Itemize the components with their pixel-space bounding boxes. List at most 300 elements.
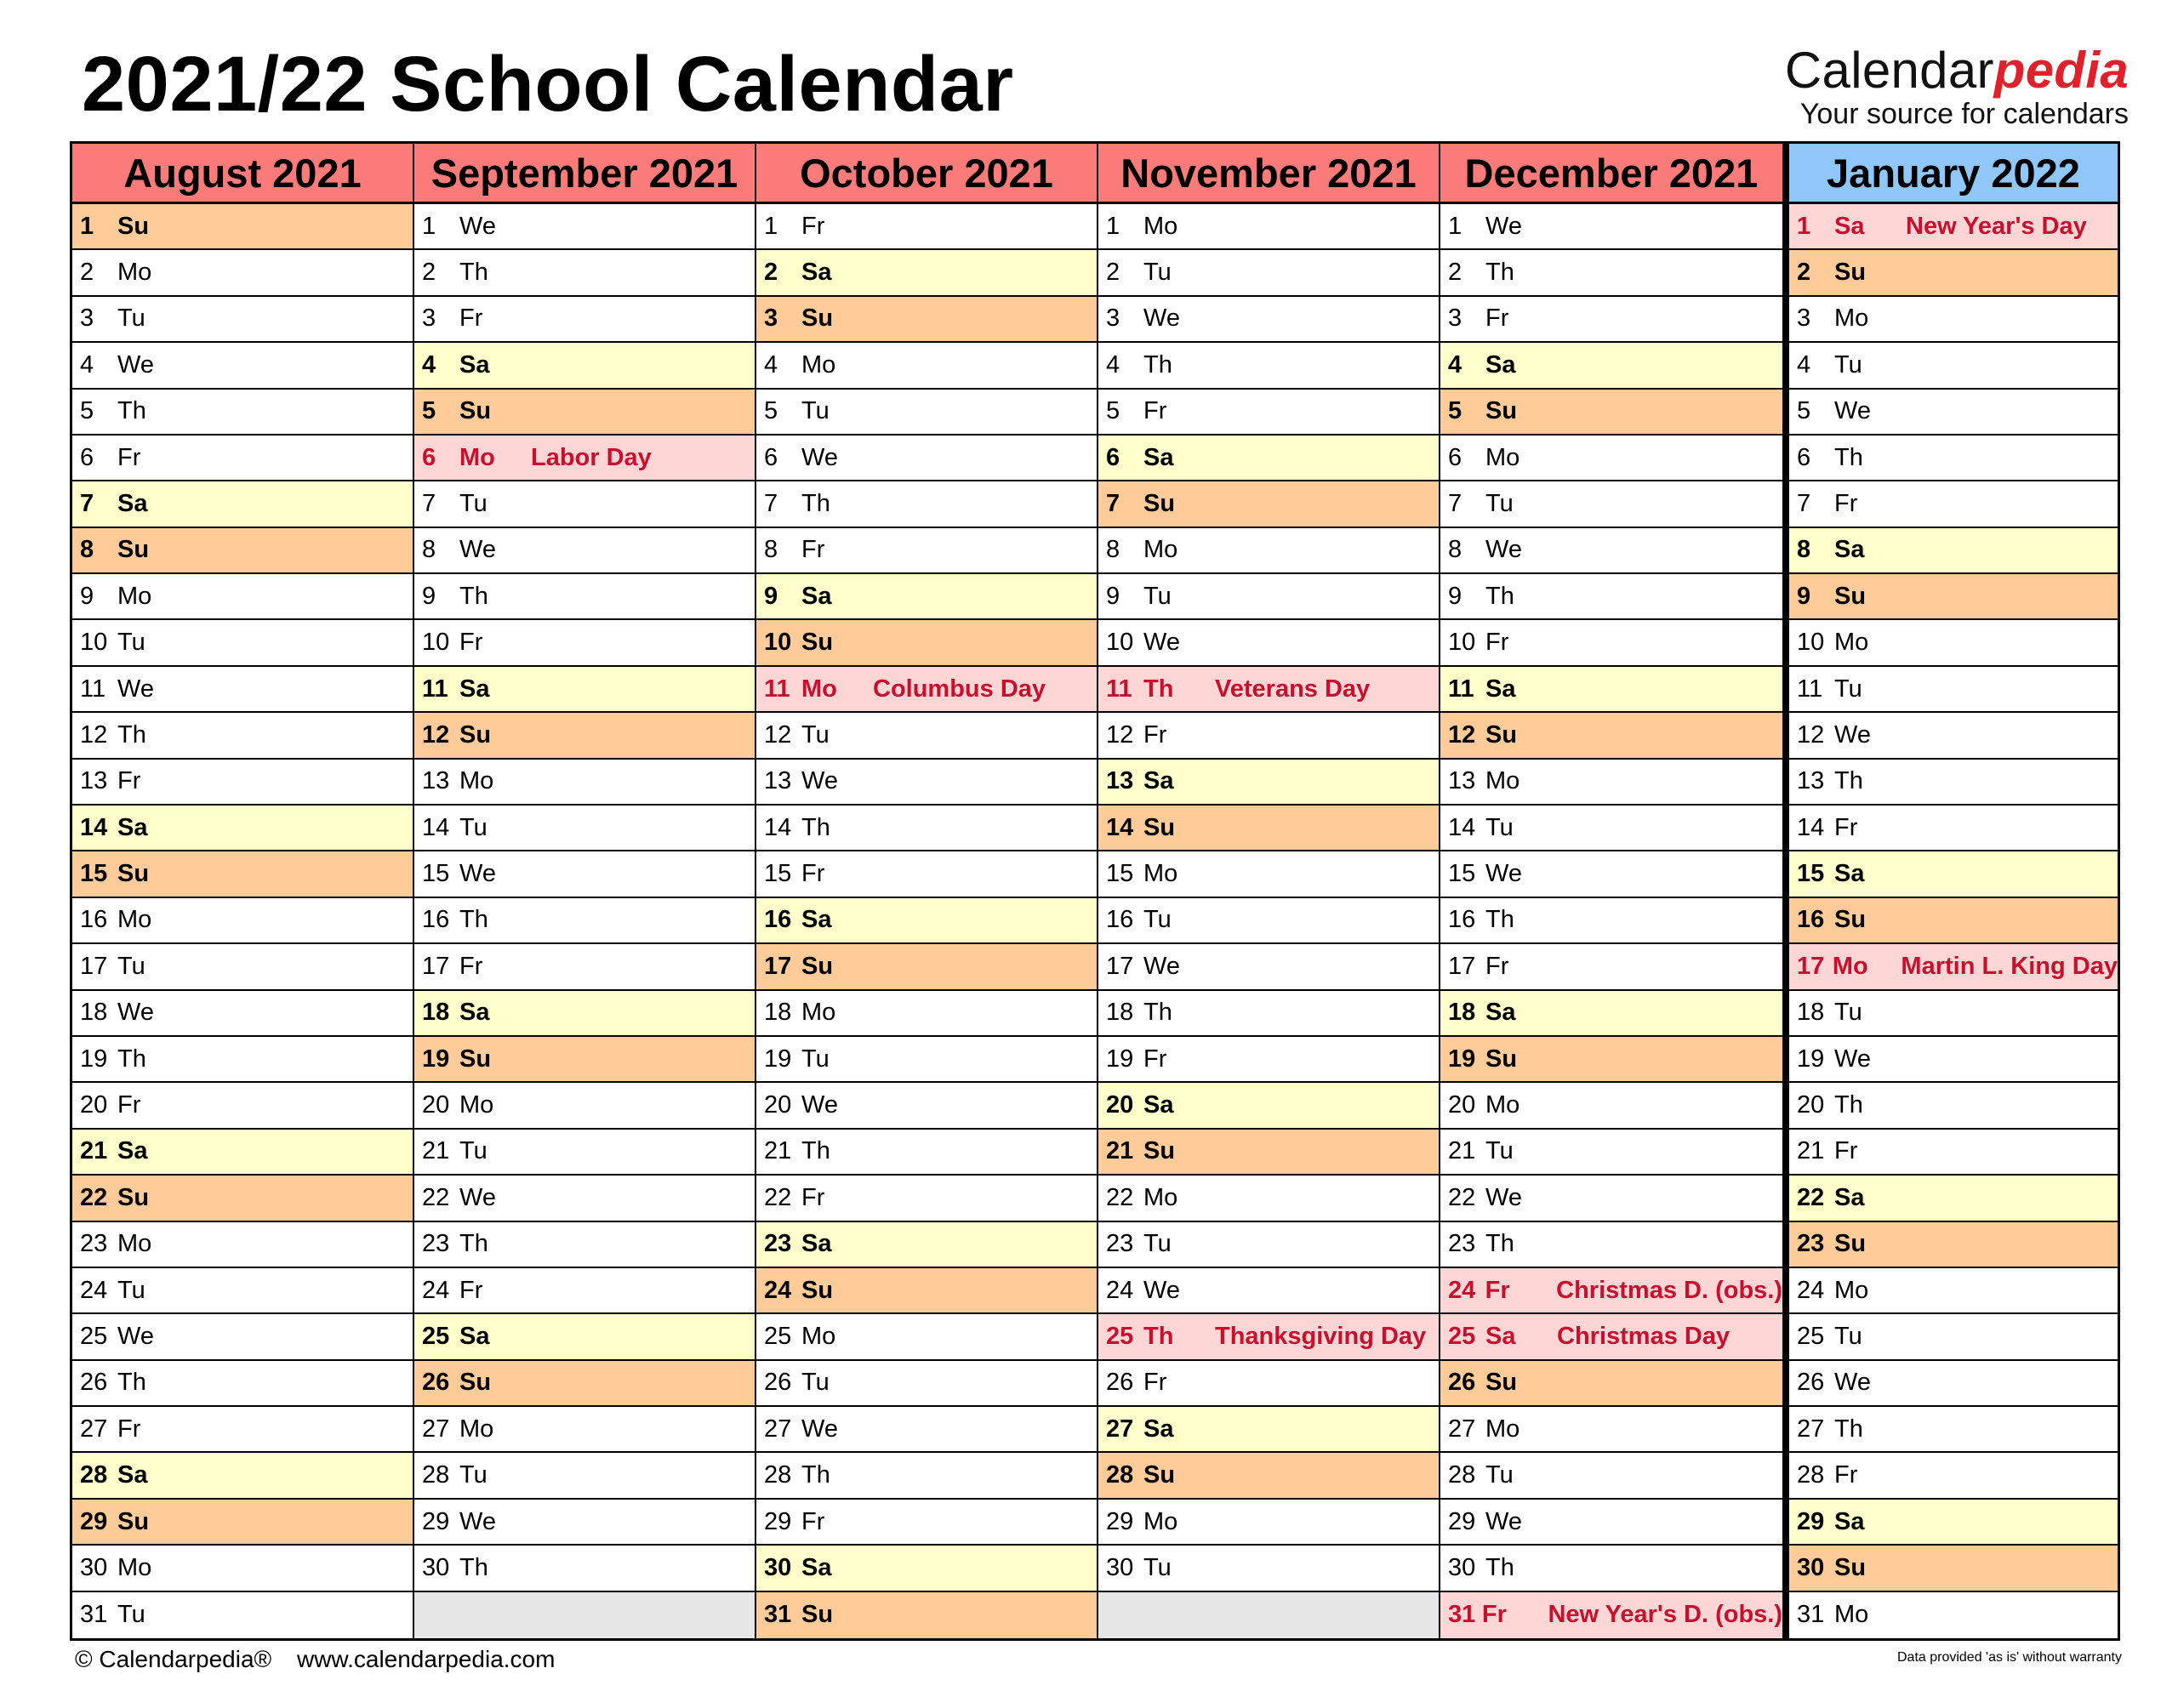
day-cell <box>1098 1361 1440 1407</box>
weekday-abbr: We <box>459 212 496 240</box>
day-number: 30 <box>1448 1553 1476 1581</box>
holiday-day-cell <box>1098 1314 1440 1360</box>
day-number: 4 <box>422 350 436 379</box>
day-cell <box>1784 806 2118 851</box>
weekday-abbr: Fr <box>1485 305 1509 333</box>
weekday-abbr: Sa <box>1834 860 1865 888</box>
day-cell <box>1098 944 1440 990</box>
weekday-abbr: Su <box>801 1601 834 1629</box>
weekday-abbr: We <box>1485 212 1522 240</box>
weekday-abbr: We <box>1143 305 1180 333</box>
weekday-abbr: Mo <box>1143 1183 1178 1211</box>
day-cell <box>1440 297 1784 343</box>
holiday-day-cell <box>1440 1314 1784 1360</box>
weekday-abbr: Th <box>801 1137 830 1165</box>
weekday-abbr: Mo <box>1834 1601 1869 1629</box>
day-cell <box>1098 713 1440 759</box>
day-number: 9 <box>764 582 778 610</box>
weekday-abbr: We <box>1485 860 1522 888</box>
weekday-abbr: Sa <box>801 582 832 610</box>
day-cell <box>72 1083 414 1129</box>
saturday-cell <box>756 1222 1098 1268</box>
weekday-abbr: Sa <box>459 1322 490 1350</box>
weekday-abbr: Tu <box>1834 350 1862 379</box>
day-number: 28 <box>422 1461 450 1489</box>
day-number: 5 <box>1106 397 1120 425</box>
day-cell <box>1440 481 1784 527</box>
holiday-name: Labor Day <box>531 443 652 471</box>
day-number: 29 <box>422 1507 450 1535</box>
day-number: 18 <box>422 999 450 1027</box>
day-cell <box>72 343 414 389</box>
day-number: 15 <box>764 860 792 888</box>
weekday-abbr: Sa <box>1485 675 1516 703</box>
weekday-abbr: Tu <box>117 629 145 657</box>
day-cell <box>756 1453 1098 1499</box>
day-number: 3 <box>1797 305 1811 333</box>
day-cell <box>756 436 1098 481</box>
day-cell <box>756 1314 1098 1360</box>
day-number: 28 <box>1106 1461 1134 1489</box>
weekday-abbr: We <box>1143 629 1180 657</box>
day-cell <box>414 204 756 250</box>
day-cell <box>72 713 414 759</box>
weekday-abbr: Th <box>459 906 488 934</box>
saturday-cell <box>756 1546 1098 1591</box>
weekday-abbr: Su <box>1834 259 1867 287</box>
weekday-abbr: We <box>801 1415 838 1443</box>
weekday-abbr: Mo <box>1834 629 1869 657</box>
weekday-abbr: Su <box>1485 1369 1518 1397</box>
sunday-cell <box>1098 1130 1440 1176</box>
day-number: 11 <box>1797 675 1823 703</box>
day-number: 4 <box>1448 350 1462 379</box>
month-header: January 2022 <box>1784 144 2118 204</box>
saturday-cell <box>1784 528 2118 574</box>
weekday-abbr: Su <box>459 1369 492 1397</box>
brand-name-part1: Calendar <box>1784 42 1994 99</box>
day-number: 8 <box>764 536 778 564</box>
day-cell <box>1784 343 2118 389</box>
day-number: 6 <box>1106 443 1120 471</box>
day-number: 21 <box>1106 1137 1134 1165</box>
day-cell <box>1784 1130 2118 1176</box>
weekday-abbr: Mo <box>1485 1415 1520 1443</box>
day-number: 1 <box>1448 212 1462 240</box>
weekday-abbr: Sa <box>459 675 490 703</box>
weekday-abbr: Fr <box>1485 1276 1510 1304</box>
weekday-abbr: We <box>801 767 838 795</box>
saturday-cell <box>72 1130 414 1176</box>
weekday-abbr: Th <box>117 397 146 425</box>
weekday-abbr: Th <box>1143 350 1172 379</box>
day-number: 7 <box>80 490 94 517</box>
sunday-cell <box>1098 1453 1440 1499</box>
weekday-abbr: Tu <box>117 1276 145 1304</box>
weekday-abbr: Mo <box>801 1322 836 1350</box>
day-cell <box>1784 667 2118 713</box>
day-number: 29 <box>1448 1507 1476 1535</box>
day-cell <box>1784 390 2118 436</box>
day-number: 2 <box>80 259 94 287</box>
sunday-cell <box>414 1037 756 1083</box>
day-number: 23 <box>422 1230 450 1258</box>
weekday-abbr: Sa <box>1834 1507 1865 1535</box>
sunday-cell <box>1784 898 2118 944</box>
weekday-abbr: Fr <box>1485 952 1509 980</box>
footer-url: www.calendarpedia.com <box>296 1646 556 1672</box>
weekday-abbr: Fr <box>459 629 483 657</box>
weekday-abbr: Su <box>459 397 492 425</box>
day-number: 20 <box>1797 1091 1825 1119</box>
day-number: 21 <box>1448 1137 1476 1165</box>
day-number: 4 <box>1106 350 1120 379</box>
day-cell <box>72 991 414 1037</box>
sunday-cell <box>414 390 756 436</box>
holiday-day-cell <box>1784 204 2118 250</box>
saturday-cell <box>1440 343 1784 389</box>
weekday-abbr: Su <box>1143 490 1176 517</box>
day-number: 21 <box>422 1137 450 1165</box>
day-number: 15 <box>1448 860 1476 888</box>
weekday-abbr: Su <box>801 952 834 980</box>
weekday-abbr: We <box>1834 720 1871 749</box>
weekday-abbr: Su <box>1834 906 1867 934</box>
footer-copyright: © Calendarpedia® <box>75 1646 272 1672</box>
weekday-abbr: Su <box>1485 720 1518 749</box>
weekday-abbr: We <box>1143 1276 1180 1304</box>
day-number: 8 <box>1797 536 1811 564</box>
day-number: 20 <box>422 1091 450 1119</box>
day-number: 8 <box>1106 536 1120 564</box>
day-cell <box>1440 574 1784 620</box>
day-number: 9 <box>1797 582 1811 610</box>
day-number: 19 <box>80 1045 108 1073</box>
day-number: 2 <box>764 259 778 287</box>
weekday-abbr: Sa <box>1485 1322 1516 1350</box>
day-number: 4 <box>764 350 778 379</box>
weekday-abbr: Sa <box>1143 1415 1174 1443</box>
day-number: 4 <box>1797 350 1811 379</box>
day-cell <box>72 574 414 620</box>
day-number: 1 <box>422 212 436 240</box>
day-number: 31 <box>80 1601 108 1629</box>
day-number: 2 <box>1448 259 1462 287</box>
weekday-abbr: Fr <box>1143 397 1167 425</box>
weekday-abbr: Fr <box>117 1091 141 1119</box>
saturday-cell <box>1440 991 1784 1037</box>
day-number: 12 <box>1106 720 1134 749</box>
day-cell <box>1098 343 1440 389</box>
weekday-abbr: Sa <box>117 1137 148 1165</box>
day-number: 31 <box>1448 1601 1476 1629</box>
day-cell <box>756 528 1098 574</box>
weekday-abbr: Fr <box>117 1415 141 1443</box>
day-number: 14 <box>764 813 792 841</box>
holiday-name: Christmas D. (obs.) <box>1556 1276 1782 1304</box>
weekday-abbr: Tu <box>1143 1553 1172 1581</box>
day-cell <box>1440 1130 1784 1176</box>
day-number: 10 <box>1106 629 1134 657</box>
day-number: 17 <box>1448 952 1476 980</box>
weekday-abbr: Su <box>1485 397 1518 425</box>
day-cell <box>1440 620 1784 666</box>
day-number: 11 <box>422 675 448 703</box>
day-number: 18 <box>1106 999 1134 1027</box>
weekday-abbr: Tu <box>117 952 145 980</box>
day-number: 28 <box>1797 1461 1825 1489</box>
day-number: 19 <box>1797 1045 1825 1073</box>
day-number: 10 <box>1797 629 1825 657</box>
sunday-cell <box>414 1361 756 1407</box>
day-number: 23 <box>80 1230 108 1258</box>
day-number: 3 <box>764 305 778 333</box>
weekday-abbr: Sa <box>1485 350 1516 379</box>
day-number: 19 <box>422 1045 450 1073</box>
weekday-abbr: We <box>459 1183 496 1211</box>
day-cell <box>756 343 1098 389</box>
weekday-abbr: Fr <box>801 860 825 888</box>
weekday-abbr: Mo <box>1834 305 1869 333</box>
sunday-cell <box>756 297 1098 343</box>
day-number: 26 <box>1797 1369 1825 1397</box>
day-number: 2 <box>422 259 436 287</box>
month-header: September 2021 <box>414 144 756 204</box>
day-number: 6 <box>764 443 778 471</box>
weekday-abbr: Tu <box>1143 259 1172 287</box>
weekday-abbr: Th <box>1485 1230 1514 1258</box>
day-number: 26 <box>764 1369 792 1397</box>
day-cell <box>414 297 756 343</box>
day-number: 9 <box>1448 582 1462 610</box>
day-number: 12 <box>764 720 792 749</box>
sunday-cell <box>1784 250 2118 296</box>
weekday-abbr: Sa <box>459 350 490 379</box>
weekday-abbr: Fr <box>1834 813 1858 841</box>
weekday-abbr: Tu <box>459 813 487 841</box>
weekday-abbr: Tu <box>1834 675 1862 703</box>
weekday-abbr: Fr <box>1834 490 1858 517</box>
saturday-cell <box>414 1314 756 1360</box>
weekday-abbr: Th <box>459 582 488 610</box>
holiday-day-cell <box>1098 667 1440 713</box>
day-number: 7 <box>1106 490 1120 517</box>
weekday-abbr: We <box>801 1091 838 1119</box>
sunday-cell <box>414 713 756 759</box>
month-header: December 2021 <box>1440 144 1784 204</box>
sunday-cell <box>756 1268 1098 1314</box>
day-number: 5 <box>1448 397 1462 425</box>
day-cell <box>1784 436 2118 481</box>
day-number: 19 <box>1106 1045 1134 1073</box>
day-cell <box>1784 1453 2118 1499</box>
footer-credits <box>75 1646 573 1673</box>
day-number: 7 <box>1797 490 1811 517</box>
day-cell <box>414 620 756 666</box>
day-number: 11 <box>764 675 790 703</box>
day-number: 16 <box>422 906 450 934</box>
day-number: 13 <box>422 767 450 795</box>
day-cell <box>756 1130 1098 1176</box>
day-cell <box>1784 1037 2118 1083</box>
day-cell <box>1440 1407 1784 1453</box>
day-cell <box>1098 1546 1440 1591</box>
day-number: 24 <box>1448 1276 1476 1304</box>
day-cell <box>756 481 1098 527</box>
day-number: 30 <box>764 1553 792 1581</box>
day-cell <box>72 944 414 990</box>
day-number: 17 <box>764 952 792 980</box>
weekday-abbr: Sa <box>1485 999 1516 1027</box>
weekday-abbr: Tu <box>459 1137 487 1165</box>
sunday-cell <box>1440 1037 1784 1083</box>
day-cell <box>414 806 756 851</box>
weekday-abbr: Mo <box>1485 1091 1520 1119</box>
day-number: 27 <box>1448 1415 1476 1443</box>
day-cell <box>414 1500 756 1546</box>
holiday-name: New Year's D. (obs.) <box>1548 1601 1782 1629</box>
holiday-day-cell <box>756 667 1098 713</box>
day-cell <box>756 1083 1098 1129</box>
saturday-cell <box>1098 1083 1440 1129</box>
weekday-abbr: Su <box>117 1507 150 1535</box>
day-cell <box>1784 1083 2118 1129</box>
sunday-cell <box>1440 390 1784 436</box>
holiday-day-cell <box>414 436 756 481</box>
weekday-abbr: Sa <box>801 1553 832 1581</box>
weekday-abbr: Fr <box>801 212 825 240</box>
day-cell <box>72 620 414 666</box>
weekday-abbr: Mo <box>117 259 152 287</box>
day-cell <box>414 250 756 296</box>
weekday-abbr: Fr <box>459 1276 483 1304</box>
weekday-abbr: Mo <box>459 443 495 471</box>
weekday-abbr: Th <box>801 1461 830 1489</box>
weekday-abbr: Fr <box>801 1507 825 1535</box>
day-cell <box>1440 1222 1784 1268</box>
day-number: 22 <box>80 1183 108 1211</box>
weekday-abbr: Mo <box>1143 212 1178 240</box>
day-cell <box>1784 1314 2118 1360</box>
day-number: 22 <box>1106 1183 1134 1211</box>
weekday-abbr: Sa <box>801 259 832 287</box>
day-number: 10 <box>1448 629 1476 657</box>
weekday-abbr: Fr <box>459 952 483 980</box>
day-cell <box>72 760 414 806</box>
day-number: 26 <box>1448 1369 1476 1397</box>
day-number: 9 <box>80 582 94 610</box>
saturday-cell <box>414 991 756 1037</box>
day-cell <box>1784 1407 2118 1453</box>
day-cell <box>1784 713 2118 759</box>
day-cell <box>756 1361 1098 1407</box>
weekday-abbr: Th <box>801 813 830 841</box>
day-number: 29 <box>80 1507 108 1535</box>
weekday-abbr: Mo <box>117 1553 152 1581</box>
weekday-abbr: Mo <box>1143 1507 1178 1535</box>
weekday-abbr: Th <box>1143 1322 1174 1350</box>
day-cell <box>72 667 414 713</box>
day-cell <box>72 1361 414 1407</box>
day-cell <box>72 436 414 481</box>
weekday-abbr: Tu <box>801 1045 830 1073</box>
day-number: 25 <box>1448 1322 1476 1350</box>
day-number: 27 <box>1797 1415 1825 1443</box>
weekday-abbr: Th <box>117 720 146 749</box>
day-cell <box>756 1037 1098 1083</box>
weekday-abbr: Fr <box>459 305 483 333</box>
day-number: 26 <box>422 1369 450 1397</box>
day-number: 3 <box>1106 305 1120 333</box>
day-number: 19 <box>1448 1045 1476 1073</box>
day-number: 17 <box>80 952 108 980</box>
day-cell <box>1440 436 1784 481</box>
day-number: 3 <box>80 305 94 333</box>
holiday-name: Veterans Day <box>1215 675 1371 703</box>
day-cell <box>1098 898 1440 944</box>
weekday-abbr: Th <box>1143 675 1174 703</box>
day-number: 29 <box>1797 1507 1825 1535</box>
day-cell <box>1098 528 1440 574</box>
calendar-grid <box>70 141 2120 1641</box>
day-number: 1 <box>1797 212 1811 240</box>
day-cell <box>414 1546 756 1591</box>
day-number: 29 <box>764 1507 792 1535</box>
weekday-abbr: Th <box>1834 1415 1863 1443</box>
day-number: 18 <box>1797 999 1825 1027</box>
weekday-abbr: We <box>117 675 154 703</box>
weekday-abbr: Th <box>1485 1553 1514 1581</box>
day-number: 16 <box>1106 906 1134 934</box>
weekday-abbr: Mo <box>801 675 837 703</box>
weekday-abbr: Tu <box>801 720 830 749</box>
day-number: 27 <box>764 1415 792 1443</box>
day-number: 28 <box>764 1461 792 1489</box>
day-cell <box>1098 1037 1440 1083</box>
weekday-abbr: Tu <box>1143 582 1172 610</box>
weekday-abbr: Tu <box>1834 999 1862 1027</box>
day-cell <box>1440 250 1784 296</box>
weekday-abbr: Mo <box>1832 952 1868 980</box>
day-number: 26 <box>1106 1369 1134 1397</box>
day-cell <box>72 1546 414 1591</box>
sunday-cell <box>72 1176 414 1221</box>
day-cell <box>756 1500 1098 1546</box>
weekday-abbr: Th <box>1143 999 1172 1027</box>
weekday-abbr: Th <box>1834 767 1863 795</box>
day-number: 13 <box>80 767 108 795</box>
day-number: 3 <box>1448 305 1462 333</box>
day-cell <box>756 806 1098 851</box>
saturday-cell <box>72 481 414 527</box>
weekday-abbr: Mo <box>459 767 494 795</box>
brand-logo <box>1785 44 2129 131</box>
day-number: 15 <box>1797 860 1825 888</box>
weekday-abbr: We <box>459 536 496 564</box>
weekday-abbr: Fr <box>1143 720 1167 749</box>
day-number: 23 <box>1448 1230 1476 1258</box>
weekday-abbr: Fr <box>1834 1461 1858 1489</box>
day-cell <box>1098 574 1440 620</box>
day-cell <box>1784 620 2118 666</box>
weekday-abbr: Mo <box>1143 536 1178 564</box>
weekday-abbr: Tu <box>459 490 487 517</box>
day-number: 20 <box>80 1091 108 1119</box>
footer-disclaimer: Data provided 'as is' without warranty <box>1896 1650 2122 1665</box>
weekday-abbr: Th <box>117 1045 146 1073</box>
day-number: 26 <box>80 1369 108 1397</box>
saturday-cell <box>1784 1176 2118 1221</box>
